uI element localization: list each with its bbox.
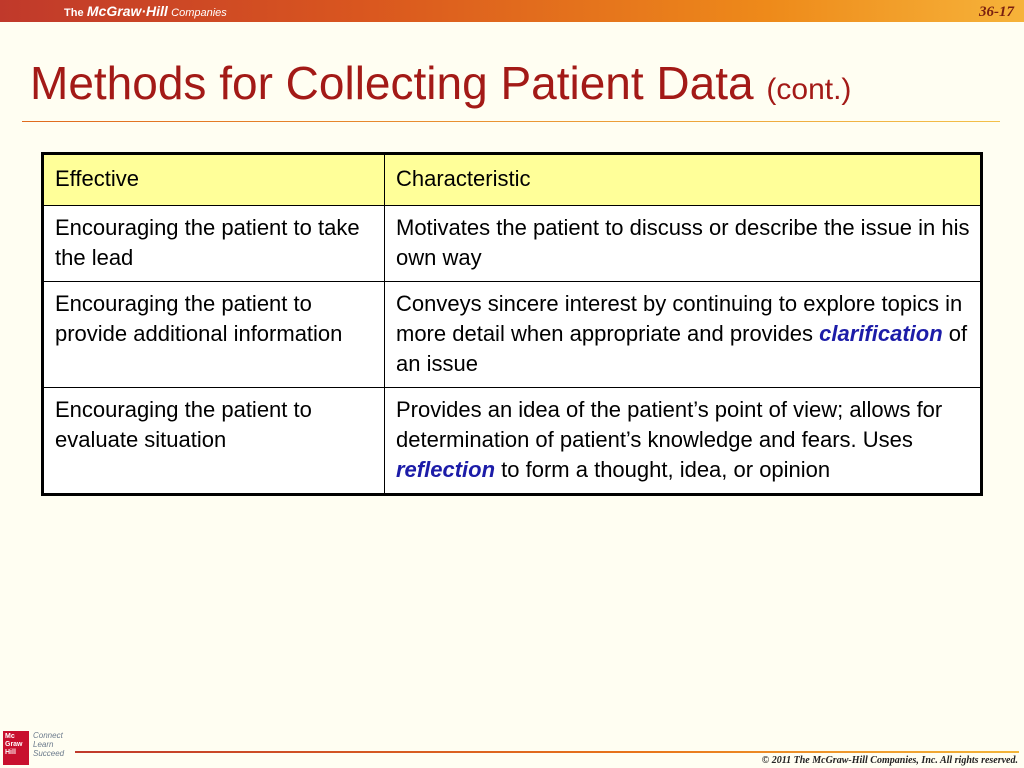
brand-name: McGraw·Hill xyxy=(86,3,168,19)
title-divider xyxy=(22,121,1000,122)
brand-wordmark xyxy=(64,3,227,19)
tagline-line: Succeed xyxy=(33,749,65,758)
characteristic-cell xyxy=(385,282,982,388)
effective-cell: Encouraging the patient to take the lead xyxy=(43,206,385,282)
effective-cell: Encouraging the patient to evaluate situation xyxy=(43,388,385,495)
key-term: clarification xyxy=(819,321,943,346)
brand-prefix: The xyxy=(64,7,84,19)
tagline-line: Connect xyxy=(33,731,63,740)
characteristic-text: Conveys sincere interest by continuing to explore topics in more detail when appropriate and provides xyxy=(396,291,963,346)
characteristic-text: of an issue xyxy=(396,321,968,376)
slide-number: 36-17 xyxy=(979,4,1014,20)
key-term: reflection xyxy=(396,457,496,482)
tagline-line: Learn xyxy=(33,740,54,749)
logo-line: Graw xyxy=(5,741,23,748)
slide-title-main: Methods for Collecting Patient Data xyxy=(30,57,754,109)
characteristic-cell: Motivates the patient to discuss or describe the issue in his own way xyxy=(385,206,982,282)
footer-divider xyxy=(75,751,1019,753)
table-row xyxy=(43,388,982,495)
table-row xyxy=(43,206,982,282)
mcgraw-hill-logo xyxy=(3,731,29,765)
characteristic-text: Provides an idea of the patient’s point of view; allows for determination of patient’s knowledge and fears. Uses xyxy=(396,397,943,452)
logo-line: Mc xyxy=(5,733,15,740)
table-header-row xyxy=(43,154,982,206)
effective-cell: Encouraging the patient to provide additional information xyxy=(43,282,385,388)
characteristic-text: to form a thought, idea, or opinion xyxy=(501,457,831,482)
tagline xyxy=(33,731,64,758)
top-banner xyxy=(0,0,1024,22)
methods-table xyxy=(41,152,983,496)
logo-line: Hill xyxy=(5,749,16,756)
table-row xyxy=(43,282,982,388)
header-characteristic: Characteristic xyxy=(385,154,982,206)
slide-title xyxy=(30,56,851,117)
brand-suffix: Companies xyxy=(171,7,227,19)
characteristic-cell xyxy=(385,388,982,495)
slide-title-suffix: (cont.) xyxy=(766,73,852,106)
copyright-notice: © 2011 The McGraw-Hill Companies, Inc. All rights reserved. xyxy=(761,755,1018,766)
header-effective: Effective xyxy=(43,154,385,206)
